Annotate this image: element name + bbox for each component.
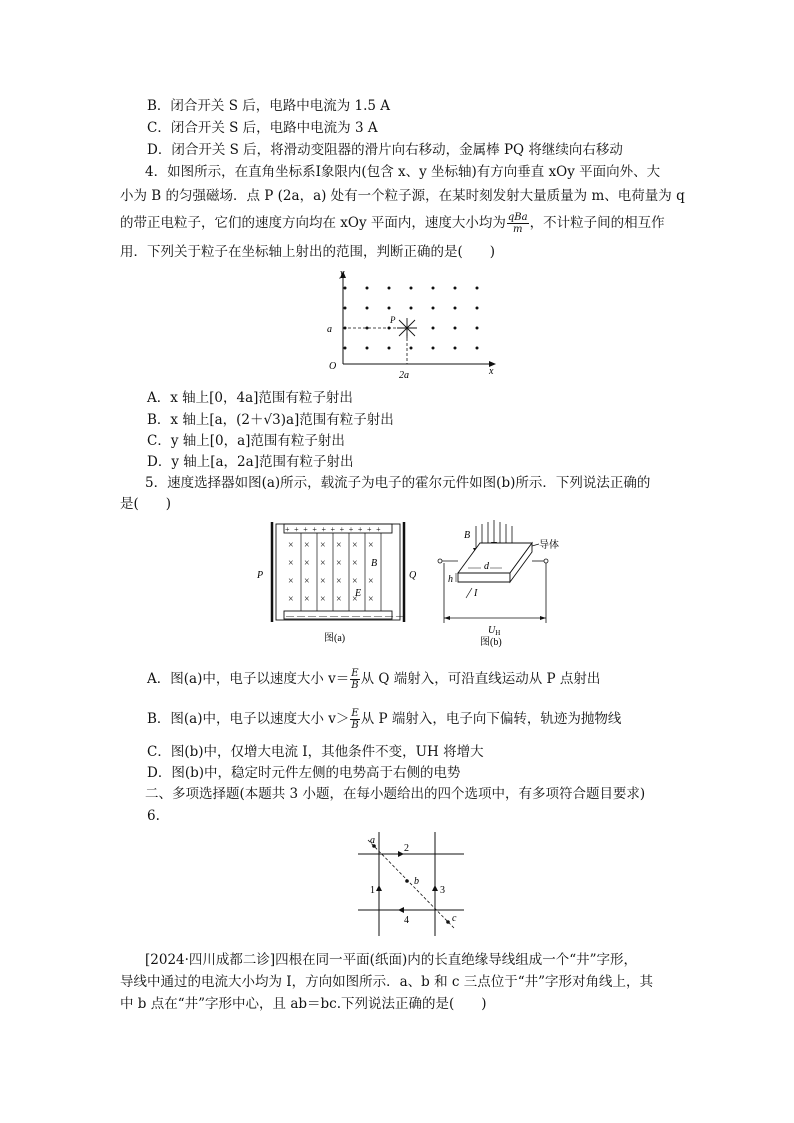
q5-stem-line1: 5．速度选择器如图(a)所示，载流子为电子的霍尔元件如图(b)所示．下列说法正确的 bbox=[145, 475, 651, 491]
q4-stem-line4: 用．下列关于粒子在坐标轴上射出的范围，判断正确的是( ) bbox=[120, 244, 496, 260]
q6-point-c-label: c bbox=[452, 913, 457, 924]
q4-option-b: B．x 轴上[a，(2＋√3)a]范围有粒子射出 bbox=[147, 412, 394, 428]
q4-magnetic-field-figure bbox=[318, 266, 504, 382]
q5a-q-label: Q bbox=[409, 570, 417, 581]
q3-option-d: D．闭合开关 S 后，将滑动变阻器的滑片向右移动，金属棒 PQ 将继续向右移动 bbox=[147, 142, 623, 158]
svg-text:×: × bbox=[336, 594, 342, 605]
q3-option-b: B．闭合开关 S 后，电路中电流为 1.5 A bbox=[147, 98, 391, 114]
q6-stem-line3: 中 b 点在“井”字形中心，且 ab＝bc.下列说法正确的是( ) bbox=[120, 996, 487, 1012]
q3-option-c: C．闭合开关 S 后，电路中电流为 3 A bbox=[147, 120, 378, 136]
q4-option-a: A．x 轴上[0，4a]范围有粒子射出 bbox=[147, 390, 353, 406]
q4-y-axis-label: y bbox=[340, 268, 345, 279]
svg-text:×: × bbox=[368, 576, 374, 587]
svg-text:×: × bbox=[368, 540, 374, 551]
svg-text:+ + + + + + + + + + +: + + + + + + + + + + + bbox=[285, 525, 382, 534]
svg-text:×: × bbox=[288, 594, 294, 605]
q5-option-a-num: E bbox=[351, 668, 359, 679]
svg-text:×: × bbox=[352, 558, 358, 569]
q5-stem-line2: 是( ) bbox=[120, 496, 172, 512]
q5-option-a-pre: A．图(a)中，电子以速度大小 v＝ bbox=[147, 671, 350, 687]
q5-velocity-selector-figure bbox=[254, 520, 424, 648]
q5-option-b bbox=[147, 708, 621, 731]
q6-point-a-label: a bbox=[370, 835, 375, 846]
svg-text:×: × bbox=[320, 540, 326, 551]
q6-wire-1-label: 1 bbox=[370, 885, 375, 896]
q4-frac-denominator: m bbox=[513, 224, 523, 235]
q5-option-a bbox=[147, 668, 600, 691]
q6-point-b-label: b bbox=[414, 876, 419, 887]
svg-text:×: × bbox=[320, 576, 326, 587]
q6-wire-4-label: 4 bbox=[404, 915, 409, 926]
q4-origin-label: O bbox=[329, 361, 337, 372]
svg-text:×: × bbox=[352, 594, 358, 605]
svg-text:×: × bbox=[288, 558, 294, 569]
q6-wire-2-label: 2 bbox=[404, 843, 409, 854]
q5b-conductor-label: 导体 bbox=[539, 540, 559, 551]
q4-field-dots bbox=[344, 287, 479, 350]
q5b-u-symbol: U bbox=[488, 625, 496, 636]
q5-option-a-den: B bbox=[351, 680, 359, 691]
svg-text:×: × bbox=[304, 540, 310, 551]
q4-particle-source-rays bbox=[397, 318, 417, 338]
q5b-caption: 图(b) bbox=[480, 637, 502, 648]
svg-text:×: × bbox=[368, 594, 374, 605]
q5b-h-label: h bbox=[448, 574, 453, 585]
q4-stem-line3a: 的带正电粒子，它们的速度方向均在 xOy 平面内，速度大小均为 bbox=[120, 215, 506, 231]
q5a-p-label: P bbox=[257, 570, 264, 581]
q5a-e-label: E bbox=[355, 588, 362, 599]
svg-text:×: × bbox=[288, 540, 294, 551]
q6-number: 6. bbox=[147, 808, 160, 824]
q4-x-axis-label: x bbox=[489, 366, 494, 377]
q5b-i-label: I bbox=[474, 588, 478, 599]
svg-text:×: × bbox=[352, 576, 358, 587]
svg-text:×: × bbox=[336, 576, 342, 587]
q4-2a-label: 2a bbox=[399, 370, 409, 381]
svg-text:— — — — — — — — — — —: — — — — — — — — — — — bbox=[286, 611, 405, 620]
q4-stem-line3 bbox=[120, 212, 665, 235]
svg-text:×: × bbox=[320, 594, 326, 605]
q5-option-b-post: 从 P 端射入，电子向下偏转，轨迹为抛物线 bbox=[360, 711, 622, 727]
q6-wire-grid-figure bbox=[354, 828, 468, 940]
q5b-u-subscript: H bbox=[495, 629, 501, 637]
q6-wire-3-label: 3 bbox=[440, 885, 445, 896]
q5-option-c: C．图(b)中，仅增大电流 I，其他条件不变，UH 将增大 bbox=[147, 744, 484, 760]
svg-text:×: × bbox=[336, 558, 342, 569]
q5-option-b-den: B bbox=[351, 720, 359, 731]
section-2-heading: 二、多项选择题(本题共 3 小题，在每小题给出的四个选项中，有多项符合题目要求) bbox=[145, 786, 646, 802]
svg-text:×: × bbox=[336, 540, 342, 551]
q4-speed-fraction bbox=[507, 212, 529, 235]
q4-frac-numerator: qBa bbox=[507, 212, 528, 223]
svg-text:×: × bbox=[304, 594, 310, 605]
q5-option-d: D．图(b)中，稳定时元件左侧的电势高于右侧的电势 bbox=[147, 765, 461, 781]
svg-text:×: × bbox=[304, 576, 310, 587]
q4-option-d: D．y 轴上[a，2a]范围有粒子射出 bbox=[147, 454, 354, 470]
q5-option-b-pre: B．图(a)中，电子以速度大小 v＞ bbox=[147, 711, 350, 727]
svg-text:×: × bbox=[352, 540, 358, 551]
q6-stem-line1: [2024·四川成都二诊]四根在同一平面(纸面)内的长直绝缘导线组成一个“井”字形， bbox=[145, 952, 638, 968]
svg-text:×: × bbox=[288, 576, 294, 587]
q5b-u-label bbox=[488, 625, 500, 637]
q5-hall-element-figure bbox=[436, 518, 608, 648]
q4-stem-line2: 小为 B 的匀强磁场．点 P (2a，a) 处有一个粒子源，在某时刻发射大量质量为 m、电荷量为 q bbox=[120, 188, 685, 204]
q5-option-a-fraction bbox=[350, 668, 359, 691]
q5b-d-label: d bbox=[484, 561, 489, 572]
q4-stem-line1: 4．如图所示，在直角坐标系Ⅰ象限内(包含 x、y 坐标轴)有方向垂直 xOy 平面向外、大 bbox=[145, 164, 661, 180]
q5-option-b-num: E bbox=[351, 708, 359, 719]
q4-a-label: a bbox=[327, 324, 332, 335]
svg-text:×: × bbox=[320, 558, 326, 569]
svg-text:×: × bbox=[304, 558, 310, 569]
q4-p-label: P bbox=[390, 315, 396, 325]
q4-option-c: C．y 轴上[0，a]范围有粒子射出 bbox=[147, 433, 345, 449]
q4-stem-line3b: ，不计粒子间的相互作 bbox=[529, 215, 665, 231]
q5-option-b-fraction bbox=[350, 708, 359, 731]
q5-option-a-post: 从 Q 端射入，可沿直线运动从 P 点射出 bbox=[360, 671, 601, 687]
q5a-caption: 图(a) bbox=[324, 633, 346, 644]
q5a-b-label: B bbox=[371, 558, 378, 569]
q6-stem-line2: 导线中通过的电流大小均为 I，方向如图所示．a、b 和 c 三点位于“井”字形对角线上，其 bbox=[120, 974, 654, 990]
q5b-b-label: B bbox=[464, 530, 471, 541]
